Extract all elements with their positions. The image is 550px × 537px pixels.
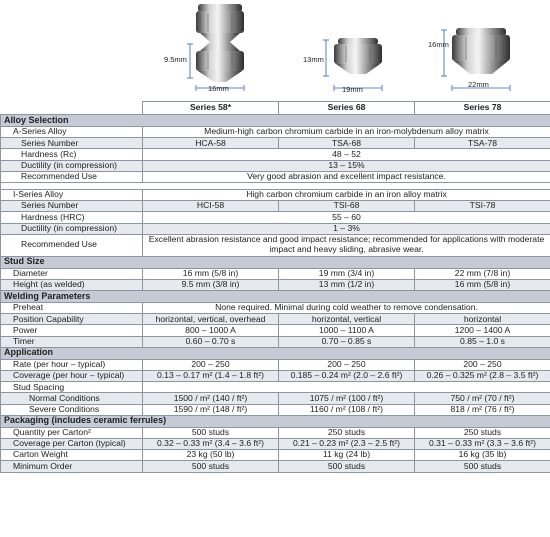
cell: TSA-68 [279,138,415,149]
row-label: Severe Conditions [1,404,143,415]
cell: 0.31 – 0.33 m² (3.3 – 3.6 ft²) [415,438,550,449]
power-row [1,325,550,336]
row-label: Diameter [1,268,143,279]
cell: 1075 / m² (100 / ft²) [279,393,415,404]
row-label: Minimum Order [1,461,143,472]
row-label: A-Series Alloy [1,127,143,138]
cell: 13 – 15% [143,160,550,171]
i-series-desc: High carbon chromium carbide in an iron alloy matrix [143,189,550,200]
spacer-row [1,182,550,189]
i-ductility-row [1,223,550,234]
cell: 0.32 – 0.33 m² (3.4 – 3.6 ft²) [143,438,279,449]
cell: 16 mm (5/8 in) [143,268,279,279]
row-label: Coverage per Carton (typical) [1,438,143,449]
carton-coverage-row [1,438,550,449]
series-78-stud-illustration [440,22,540,100]
cell: 1 – 3% [143,223,550,234]
cell: Excellent abrasion resistance and good impact resistance; recommended for applications with moderate impact and heavy sliding, abrasive wear. [143,234,550,256]
cell: 818 / m² (76 / ft²) [415,404,550,415]
cell: 19 mm (3/4 in) [279,268,415,279]
row-label: Recommended Use [1,234,143,256]
spacing-row [1,382,550,393]
cell: 1200 – 1400 A [415,325,550,336]
position-row [1,314,550,325]
cell: 55 – 60 [143,212,550,223]
i-series-row [1,189,550,200]
row-label: Normal Conditions [1,393,143,404]
cell: 750 / m² (70 / ft²) [415,393,550,404]
a-series-number-row [1,138,550,149]
row-label: Quantity per Carton² [1,427,143,438]
cell: 0.26 – 0.325 m² (2.8 – 3.5 ft²) [415,371,550,382]
section-application [1,347,550,359]
quantity-row [1,427,550,438]
cell: horizontal [415,314,550,325]
severe-row [1,404,550,415]
series-58-stud-illustration [150,0,260,100]
cell: 0.21 – 0.23 m² (2.3 – 2.5 ft²) [279,438,415,449]
row-label: Hardness (HRC) [1,212,143,223]
cell: 200 – 250 [143,359,279,370]
a-series-row [1,127,550,138]
header-series-68: Series 68 [279,102,415,115]
cell: 0.70 – 0.85 s [279,336,415,347]
i-use-row [1,234,550,256]
a-hardness-row [1,149,550,160]
header-blank [1,102,143,115]
row-label: Series Number [1,138,143,149]
row-label: Rate (per hour – typical) [1,359,143,370]
cell: 250 studs [415,427,550,438]
section-title: Welding Parameters [1,291,550,303]
carton-weight-row [1,450,550,461]
cell: 23 kg (50 lb) [143,450,279,461]
diameter-row [1,268,550,279]
section-alloy [1,115,550,127]
cell: 200 – 250 [415,359,550,370]
series-78-height-label: 16mm [428,40,449,49]
series-68-height-label: 13mm [303,55,324,64]
cell: TSI-78 [415,201,550,212]
cell: 16 kg (35 lb) [415,450,550,461]
preheat-row [1,303,550,314]
cell: TSI-68 [279,201,415,212]
cell: 16 mm (5/8 in) [415,279,550,290]
row-label: Series Number [1,201,143,212]
cell: HCI-58 [143,201,279,212]
series-58-width-label: 16mm [208,84,229,93]
header-series-58: Series 58* [143,102,279,115]
section-title: Application [1,347,550,359]
cell: 0.60 – 0.70 s [143,336,279,347]
row-label: Recommended Use [1,171,143,182]
row-label: Hardness (Rc) [1,149,143,160]
cell: 48 – 52 [143,149,550,160]
section-packaging [1,415,550,427]
cell: 11 kg (24 lb) [279,450,415,461]
cell: Very good abrasion and excellent impact resistance. [143,171,550,182]
i-series-number-row [1,201,550,212]
row-label: Position Capability [1,314,143,325]
spec-table [0,101,550,473]
timer-row [1,336,550,347]
cell: 0.13 – 0.17 m² (1.4 – 1.8 ft²) [143,371,279,382]
cell: None required. Minimal during cold weather to remove condensation. [143,303,550,314]
section-title: Packaging (includes ceramic ferrules) [1,415,550,427]
row-label: Ductility (in compression) [1,160,143,171]
cell: TSA-78 [415,138,550,149]
cell: 22 mm (7/8 in) [415,268,550,279]
height-row [1,279,550,290]
cell: horizontal, vertical [279,314,415,325]
row-label: Ductility (in compression) [1,223,143,234]
cell: 0.185 – 0.24 m² (2.0 – 2.6 ft²) [279,371,415,382]
cell: 250 studs [279,427,415,438]
cell: 500 studs [415,461,550,472]
row-label: Height (as welded) [1,279,143,290]
cell: 200 – 250 [279,359,415,370]
cell: 1000 – 1100 A [279,325,415,336]
header-series-78: Series 78 [415,102,550,115]
a-ductility-row [1,160,550,171]
cell: 13 mm (1/2 in) [279,279,415,290]
coverage-row [1,371,550,382]
row-label: Coverage (per hour – typical) [1,371,143,382]
i-hardness-row [1,212,550,223]
section-stud-size [1,256,550,268]
series-68-width-label: 19mm [342,85,363,94]
series-58-height-label: 9.5mm [164,55,187,64]
row-label: Stud Spacing [1,382,143,393]
cell: 1590 / m² (148 / ft²) [143,404,279,415]
row-label: I-Series Alloy [1,189,143,200]
cell [143,382,550,393]
cell: 0.85 – 1.0 s [415,336,550,347]
series-78-width-label: 22mm [468,80,489,89]
rate-row [1,359,550,370]
min-order-row [1,461,550,472]
cell: horizontal, vertical, overhead [143,314,279,325]
cell: 1160 / m² (108 / ft²) [279,404,415,415]
row-label: Preheat [1,303,143,314]
cell: 1500 / m² (140 / ft²) [143,393,279,404]
cell: 9.5 mm (3/8 in) [143,279,279,290]
section-title: Alloy Selection [1,115,550,127]
cell: 500 studs [279,461,415,472]
a-use-row [1,171,550,182]
cell: 500 studs [143,427,279,438]
cell: HCA-58 [143,138,279,149]
header-row [1,102,550,115]
row-label: Carton Weight [1,450,143,461]
cell: 500 studs [143,461,279,472]
section-title: Stud Size [1,256,550,268]
section-welding [1,291,550,303]
cell: 800 – 1000 A [143,325,279,336]
normal-row [1,393,550,404]
row-label: Power [1,325,143,336]
row-label: Timer [1,336,143,347]
a-series-desc: Medium-high carbon chromium carbide in an iron-molybdenum alloy matrix [143,127,550,138]
stud-illustrations [0,0,550,100]
